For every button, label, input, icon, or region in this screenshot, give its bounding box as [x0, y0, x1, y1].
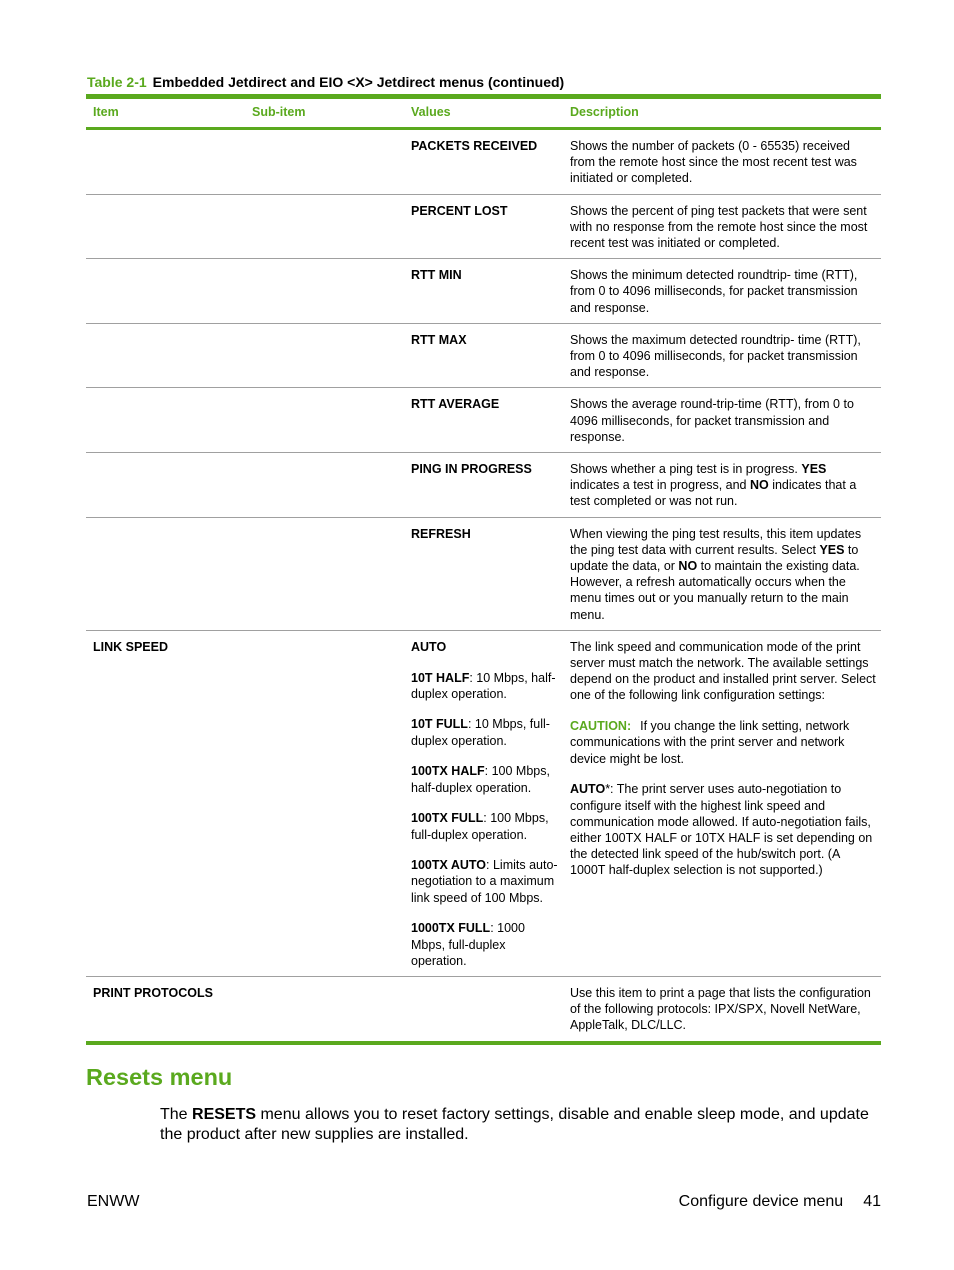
header-subitem: Sub-item	[252, 105, 306, 119]
footer-section: Configure device menu	[678, 1193, 844, 1210]
row-description: Shows the minimum detected roundtrip- time (RTT), from 0 to 4096 milliseconds, for packet transmission and response.	[570, 268, 858, 315]
table-row	[86, 130, 881, 195]
caution-note: CAUTION: If you change the link setting, network communications with the print server and network device might be lost.	[570, 719, 850, 766]
row-value: PERCENT LOST	[411, 203, 508, 218]
header-values: Values	[411, 105, 451, 119]
link-speed-values	[404, 631, 563, 976]
caution-label: CAUTION:	[570, 719, 632, 734]
value-option: 100TX HALF: 100 Mbps, half-duplex operation.	[411, 764, 550, 795]
row-description: Shows the number of packets (0 - 65535) received from the remote host since the most recent test was initiated or completed.	[570, 139, 857, 186]
value-option: 100TX FULL: 100 Mbps, full-duplex operation.	[411, 811, 549, 842]
row-description	[563, 631, 881, 976]
row-description: Shows the average round-trip-time (RTT), from 0 to 4096 milliseconds, for packet transmission and response.	[570, 397, 854, 444]
header-description: Description	[570, 105, 639, 119]
page-number: 41	[863, 1193, 881, 1210]
value-option: 10T HALF: 10 Mbps, half-duplex operation.	[411, 670, 556, 701]
row-description: Shows the maximum detected roundtrip- time (RTT), from 0 to 4096 milliseconds, for packet transmission and response.	[570, 332, 861, 380]
row-value: PING IN PROGRESS	[411, 462, 532, 477]
row-value: REFRESH	[411, 526, 471, 541]
row-value: RTT AVERAGE	[411, 397, 500, 412]
table-row	[86, 195, 881, 260]
section-intro: The RESETS menu allows you to reset factory settings, disable and enable sleep mode, and update the product after new supplies are installed.	[160, 1106, 869, 1143]
section-heading: Resets menu	[86, 1064, 233, 1090]
jetdirect-menu-table	[86, 94, 881, 1045]
footer-left: ENWW	[87, 1193, 140, 1210]
table-row	[86, 518, 881, 631]
value-option: 10T FULL: 10 Mbps, full-duplex operation.	[411, 717, 550, 748]
row-description: When viewing the ping test results, this item updates the ping test data with current results. Select YES to update the data, or NO to maintain the existing data. However, a refresh automatically occurs when the menu times out or you manually return to the main menu.	[570, 526, 862, 622]
table-row-link-speed	[86, 631, 881, 977]
row-item: LINK SPEED	[93, 639, 169, 654]
table-number: Table 2-1	[87, 74, 147, 90]
value-option: 100TX AUTO: Limits auto-negotiation to a maximum link speed of 100 Mbps.	[411, 858, 558, 905]
row-value: RTT MIN	[411, 268, 462, 283]
table-row-print-protocols	[86, 977, 881, 1045]
row-description: Shows whether a ping test is in progress. YES indicates a test in progress, and NO indicates that a test completed or was not run.	[570, 462, 857, 509]
auto-note: AUTO*: The print server uses auto-negotiation to configure itself with the highest link speed and communication mode allowed. If auto-negotiation fails, either 100TX HALF or 10TX HALF is set depending on the detected link speed of the hub/switch port. (A 1000T half-duplex selection is not supported.)	[570, 782, 873, 878]
desc-intro: The link speed and communication mode of the print server must match the network. The available settings depend on the product and installed print server. Select one of the following link configuration settings:	[570, 639, 876, 703]
table-title: Embedded Jetdirect and EIO <X> Jetdirect menus (continued)	[152, 74, 565, 90]
row-value: PACKETS RECEIVED	[411, 139, 538, 153]
value-option: AUTO	[411, 639, 447, 654]
row-item: PRINT PROTOCOLS	[93, 985, 213, 1000]
value-option: 1000TX FULL: 1000 Mbps, full-duplex operation.	[411, 921, 525, 968]
table-row	[86, 453, 881, 518]
footer-right	[679, 1193, 881, 1211]
header-item: Item	[93, 105, 119, 119]
row-description: Use this item to print a page that lists the configuration of the following protocols: IPX/SPX, Novell NetWare, AppleTalk, DLC/LLC.	[570, 985, 871, 1033]
row-description: Shows the percent of ping test packets that were sent with no response from the remote host since the most recent test was initiated or completed.	[570, 203, 868, 251]
table-row	[86, 324, 881, 389]
row-value: RTT MAX	[411, 332, 467, 347]
table-row	[86, 388, 881, 453]
table-row	[86, 259, 881, 324]
table-header-row	[86, 94, 881, 130]
table-caption	[87, 74, 564, 90]
